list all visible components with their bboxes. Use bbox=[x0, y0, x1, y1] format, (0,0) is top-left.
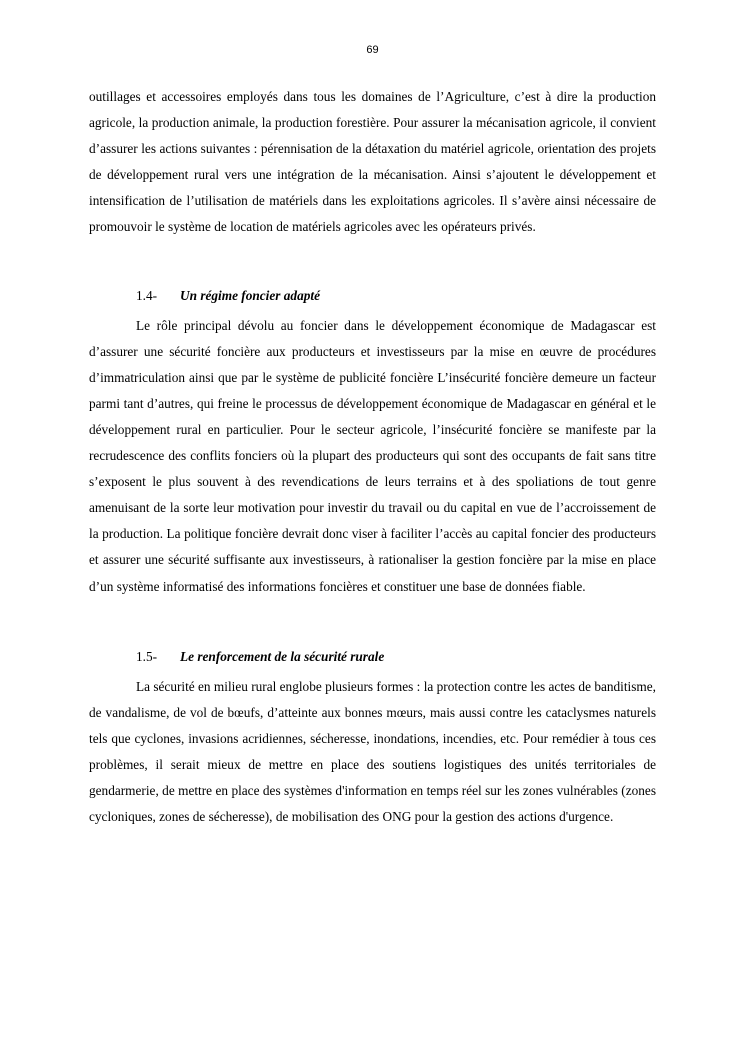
section-title: Le renforcement de la sécurité rurale bbox=[180, 648, 385, 664]
document-body bbox=[89, 84, 656, 830]
section-title: Un régime foncier adapté bbox=[180, 287, 320, 303]
section-number: 1.5- bbox=[136, 648, 158, 664]
section-heading-1-5 bbox=[89, 646, 656, 668]
section-heading-1-4 bbox=[89, 285, 656, 307]
section-paragraph-1-5: La sécurité en milieu rural englobe plusieurs formes : la protection contre les actes de banditisme, de vandalisme, de vol de bœufs, d’atteinte aux bonnes mœurs, mais aussi contre les cataclysmes naturels tels que cyclones, invasions acridiennes, sécheresse, inondations, incendies, etc. Pour remédier à tous ces problèmes, il serait mieux de mettre en place des soutiens logistiques des unités territoriales de gendarmerie, de mettre en place des systèmes d'information en temps réel sur les zones vulnérables (zones cycloniques, zones de sécheresse), de mobilisation des ONG pour la gestion des actions d'urgence. bbox=[89, 678, 656, 825]
section-paragraph-1-4: Le rôle principal dévolu au foncier dans le développement économique de Madagascar est d’assurer une sécurité foncière aux producteurs et investisseurs par la mise en œuvre de procédures d’immatriculation ainsi que par le système de publicité foncière L’insécurité foncière demeure un facteur parmi tant d’autres, qui freine le processus de développement économique de Madagascar en général et le développement rural en particulier. Pour le secteur agricole, l’insécurité foncière se manifeste par la recrudescence des conflits fonciers où la plupart des producteurs qui sont des occupants de fait sans titre s’exposent le plus souvent à des revendications de leurs terrains et à des spoliations de tout genre amenuisant de la sorte leur motivation pour investir du travail ou du capital en vue de l’accroissement de la production. La politique foncière devrait donc viser à faciliter l’accès au capital foncier des producteurs et assurer une sécurité suffisante aux investisseurs, à rationaliser la gestion foncière par la mise en place d’un système informatisé des informations foncières et constituer une base de données fiable. bbox=[89, 317, 656, 594]
page-number: 69 bbox=[366, 44, 379, 56]
intro-paragraph: outillages et accessoires employés dans tous les domaines de l’Agriculture, c’est à dire la production agricole, la production animale, la production forestière. Pour assurer la mécanisation agricole, il convient d’assurer les actions suivantes : pérennisation de la détaxation du matériel agricole, orientation des projets de développement rural vers une intégration de la mécanisation. Ainsi s’ajoutent le développement et intensification de l’utilisation de matériels dans les exploitations agricoles. Il s’avère ainsi nécessaire de promouvoir le système de location de matériels agricoles avec les opérateurs privés. bbox=[89, 89, 656, 235]
section-number: 1.4- bbox=[136, 287, 158, 303]
